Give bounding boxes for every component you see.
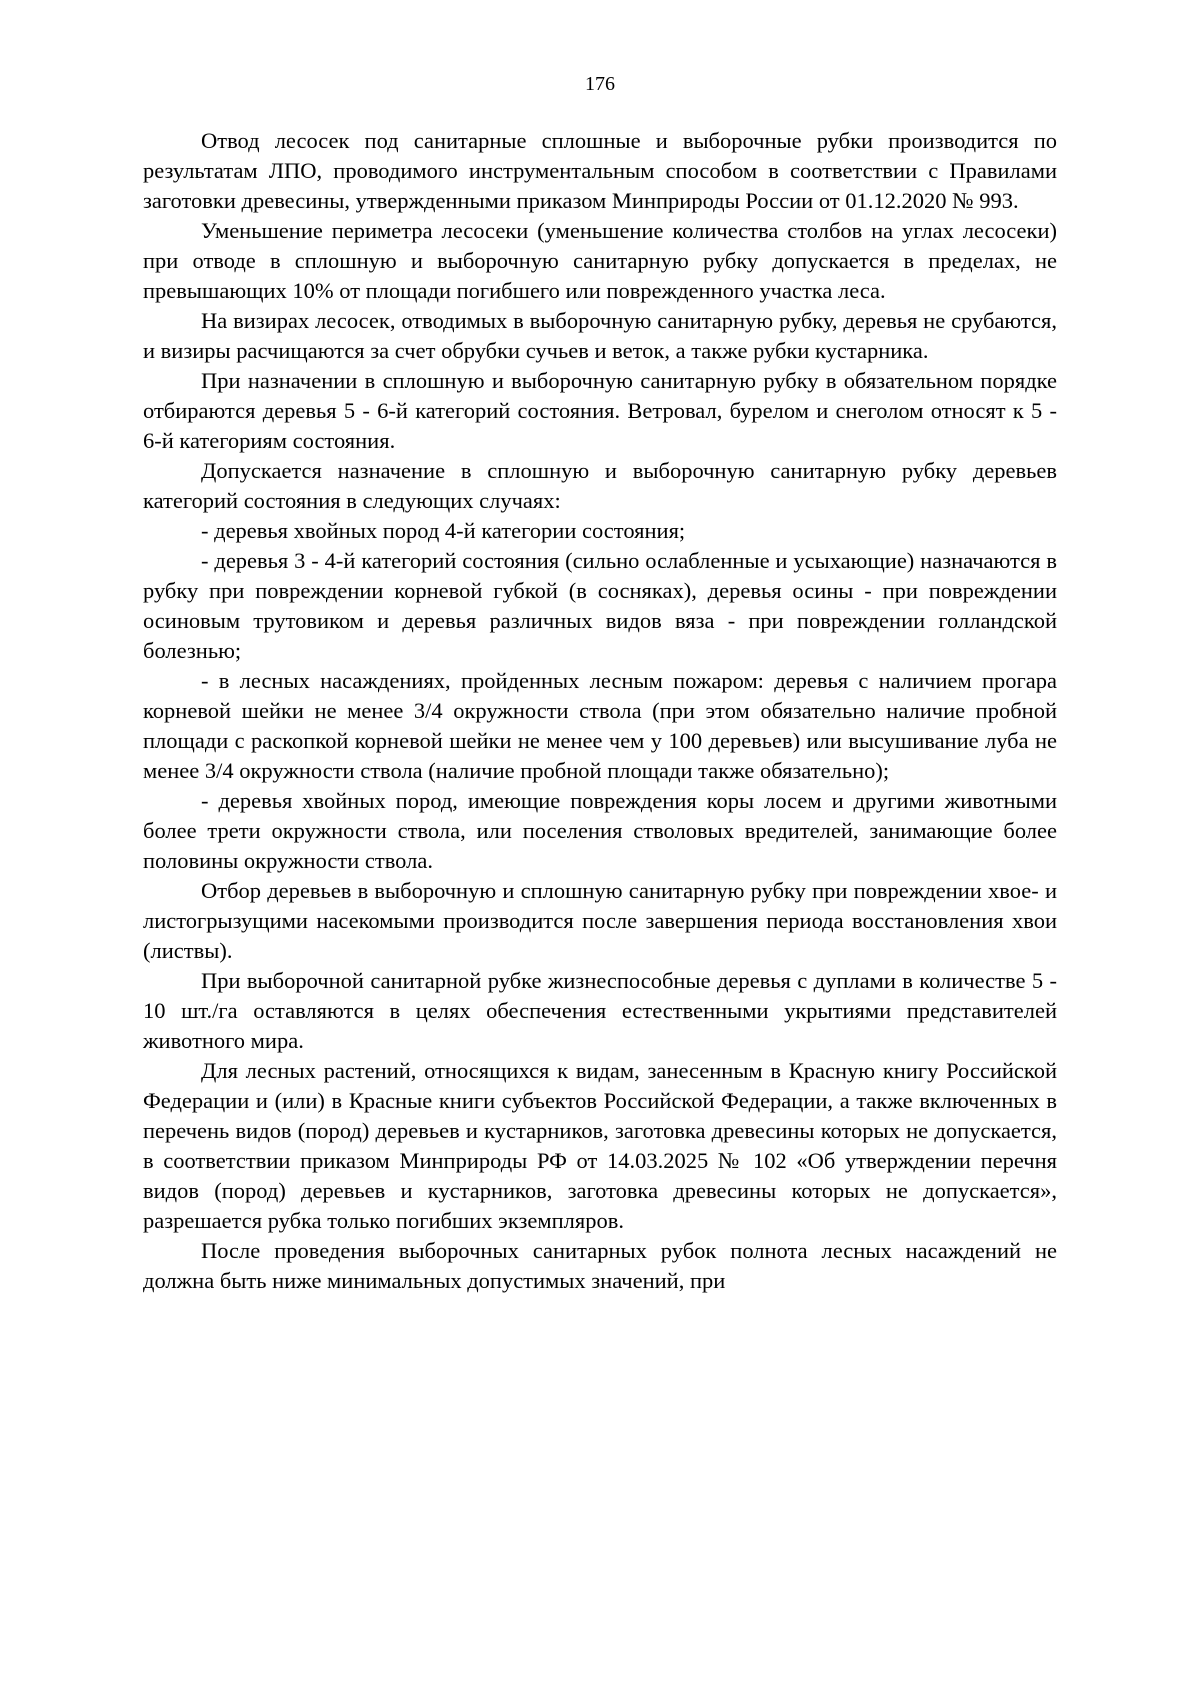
paragraph: При назначении в сплошную и выборочную санитарную рубку в обязательном порядке отбираются деревья 5 - 6-й категорий состояния. Ветровал, бурелом и снеголом относят к 5 - 6-й категориям состояния. [143,368,1057,453]
list-item: - деревья хвойных пород 4-й категории состояния; [201,518,686,543]
body-text [143,126,1057,1296]
list-item: - деревья 3 - 4-й категорий состояния (сильно ослабленные и усыхающие) назначаются в рубку при повреждении корневой губкой (в сосняках), деревья осины - при повреждении осиновым трутовиком и деревья различных видов вяза - при повреждении голландской болезнью; [143,548,1057,663]
paragraph: Для лесных растений, относящихся к видам, занесенным в Красную книгу Российской Федерации и (или) в Красные книги субъектов Российской Федерации, а также включенных в перечень видов (пород) деревьев и кустарников, заготовка древесины которых не допускается, в соответствии приказом Минприроды РФ от 14.03.2025 № 102 «Об утверждении перечня видов (пород) деревьев и кустарников, заготовка древесины которых не допускается», разрешается рубка только погибших экземпляров. [143,1058,1057,1233]
paragraph: На визирах лесосек, отводимых в выборочную санитарную рубку, деревья не срубаются, и визиры расчищаются за счет обрубки сучьев и веток, а также рубки кустарника. [143,308,1057,363]
list-item: - в лесных насаждениях, пройденных лесным пожаром: деревья с наличием прогара корневой шейки не менее 3/4 окружности ствола (при этом обязательно наличие пробной площади с раскопкой корневой шейки не менее чем у 100 деревьев) или высушивание луба не менее 3/4 окружности ствола (наличие пробной площади также обязательно); [143,668,1057,783]
paragraph: Отбор деревьев в выборочную и сплошную санитарную рубку при повреждении хвое- и листогрызущими насекомыми производится после завершения периода восстановления хвои (листвы). [143,878,1057,963]
paragraph: Уменьшение периметра лесосеки (уменьшение количества столбов на углах лесосеки) при отводе в сплошную и выборочную санитарную рубку допускается в пределах, не превышающих 10% от площади погибшего или поврежденного участка леса. [143,218,1057,303]
paragraph: Отвод лесосек под санитарные сплошные и выборочные рубки производится по результатам ЛПО, проводимого инструментальным способом в соответствии с Правилами заготовки древесины, утвержденными приказом Минприроды России от 01.12.2020 № 993. [143,128,1057,213]
paragraph: При выборочной санитарной рубке жизнеспособные деревья с дуплами в количестве 5 - 10 шт./га оставляются в целях обеспечения естественными укрытиями представителей животного мира. [143,968,1057,1053]
list-item: - деревья хвойных пород, имеющие повреждения коры лосем и другими животными более трети окружности ствола, или поселения стволовых вредителей, занимающие более половины окружности ствола. [143,788,1057,873]
paragraph: После проведения выборочных санитарных рубок полнота лесных насаждений не должна быть ниже минимальных допустимых значений, при [143,1238,1057,1293]
page-number: 176 [585,73,615,95]
paragraph: Допускается назначение в сплошную и выборочную санитарную рубку деревьев категорий состояния в следующих случаях: [143,458,1057,513]
